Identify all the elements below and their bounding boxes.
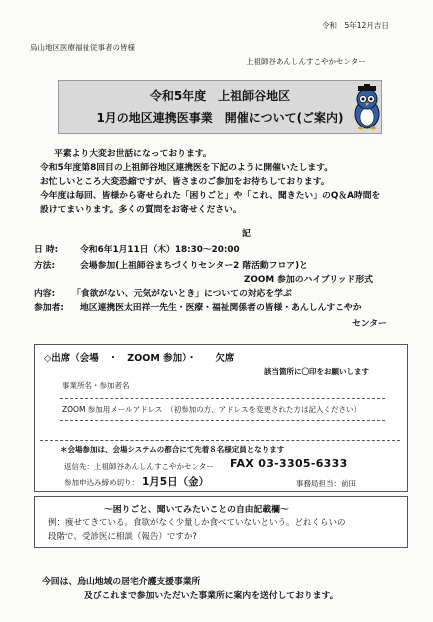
fax-number: FAX 03-3305-6333: [230, 457, 348, 470]
intro-line-1: 平素より大変お世話になっております。: [54, 149, 212, 159]
issue-date: 令和 5年12月吉日: [322, 21, 389, 30]
recipient: 烏山地区医療福祉従事者の皆様: [30, 43, 135, 52]
intro-line-4: 今年度は毎回、皆様から寄せられた「困りごと」や「これ、聞きたい」のQ＆A時間を: [40, 191, 381, 201]
ki-label: 記: [242, 229, 251, 239]
sender: 上祖師谷あんしんすこやかセンター: [246, 57, 366, 66]
deadline-value: 1月5日（金）: [142, 476, 210, 488]
footer-line-1: 今回は、烏山地域の居宅介護支援事業所: [42, 577, 201, 587]
free-comment-example-2: 段階で、受診医に相談（報告）ですか?: [48, 532, 197, 542]
form-divider: [40, 440, 400, 441]
owl-mascot-icon: [348, 84, 386, 130]
datetime-label: 日 時:: [34, 245, 59, 255]
capacity-note: ＊会場参加は、会場システムの都合にて先着８名様定員となります: [60, 445, 285, 454]
intro-line-3: お忙しいところ大変恐縮ですが、皆さまのご参加をお待ちしております。: [40, 177, 330, 187]
method-value-2: ZOOM 参加のハイブリッド形式: [244, 275, 373, 285]
title-line-1: 令和5年度 上祖師谷地区: [149, 89, 291, 103]
content-value: 「食欲がない、元気がないとき」についての対応を学ぶ: [72, 289, 292, 299]
contact-person: 事務局担当：前田: [296, 479, 356, 488]
intro-line-5: 設けてまいります。多くの質問をお寄せください。: [40, 205, 242, 215]
intro-line-2: 令和5年度第8回目の上祖師谷地区連携医を下記のように開催いたします。: [40, 163, 334, 173]
method-value-1: 会場参加(上祖師谷まちづくりセンター2 階活動フロア)と: [80, 261, 308, 271]
zoom-email-field[interactable]: [60, 420, 385, 421]
participants-value-1: 地区連携医太田祥一先生・医療・福祉関係者の皆様・あんしんすこやか: [80, 303, 362, 313]
footer-line-2: 及びこれまで参加いただいた事業所に案内を送付しております。: [84, 591, 339, 601]
reply-to: 返信先：上祖師谷あんしんすこやかセンター: [64, 462, 214, 471]
free-comment-example-1: 例：痩せてきている。食欲がなく少量しか食べていないという。どれくらいの: [48, 518, 346, 528]
participants-value-2: センター: [352, 319, 387, 329]
datetime-value: 令和6年1月11日（木）18:30～20:00: [80, 245, 240, 255]
deadline-label: 参加申込み締め切り：: [64, 478, 139, 487]
attendance-options[interactable]: ◇出席（会場 ・ ZOOM 参加）・ 欠席: [44, 353, 235, 364]
circle-note: 該当箇所に〇印をお願いします: [264, 367, 369, 376]
zoom-email-label: ZOOM 参加用メールアドレス （初参加の方、アドレスを変更された方は記入ください）: [62, 405, 361, 414]
title-box: [58, 80, 382, 134]
office-participant-label: 事業所名・参加者名: [62, 381, 130, 390]
participants-label: 参加者:: [34, 303, 64, 313]
method-label: 方法:: [34, 261, 56, 271]
title-line-2: 1月の地区連携医事業 開催について(ご案内): [96, 111, 344, 125]
office-participant-field[interactable]: [60, 398, 385, 399]
free-comment-heading: ～困りごと、聞いてみたいことの自由記載欄～: [104, 505, 289, 515]
content-label: 内容:: [34, 289, 56, 299]
